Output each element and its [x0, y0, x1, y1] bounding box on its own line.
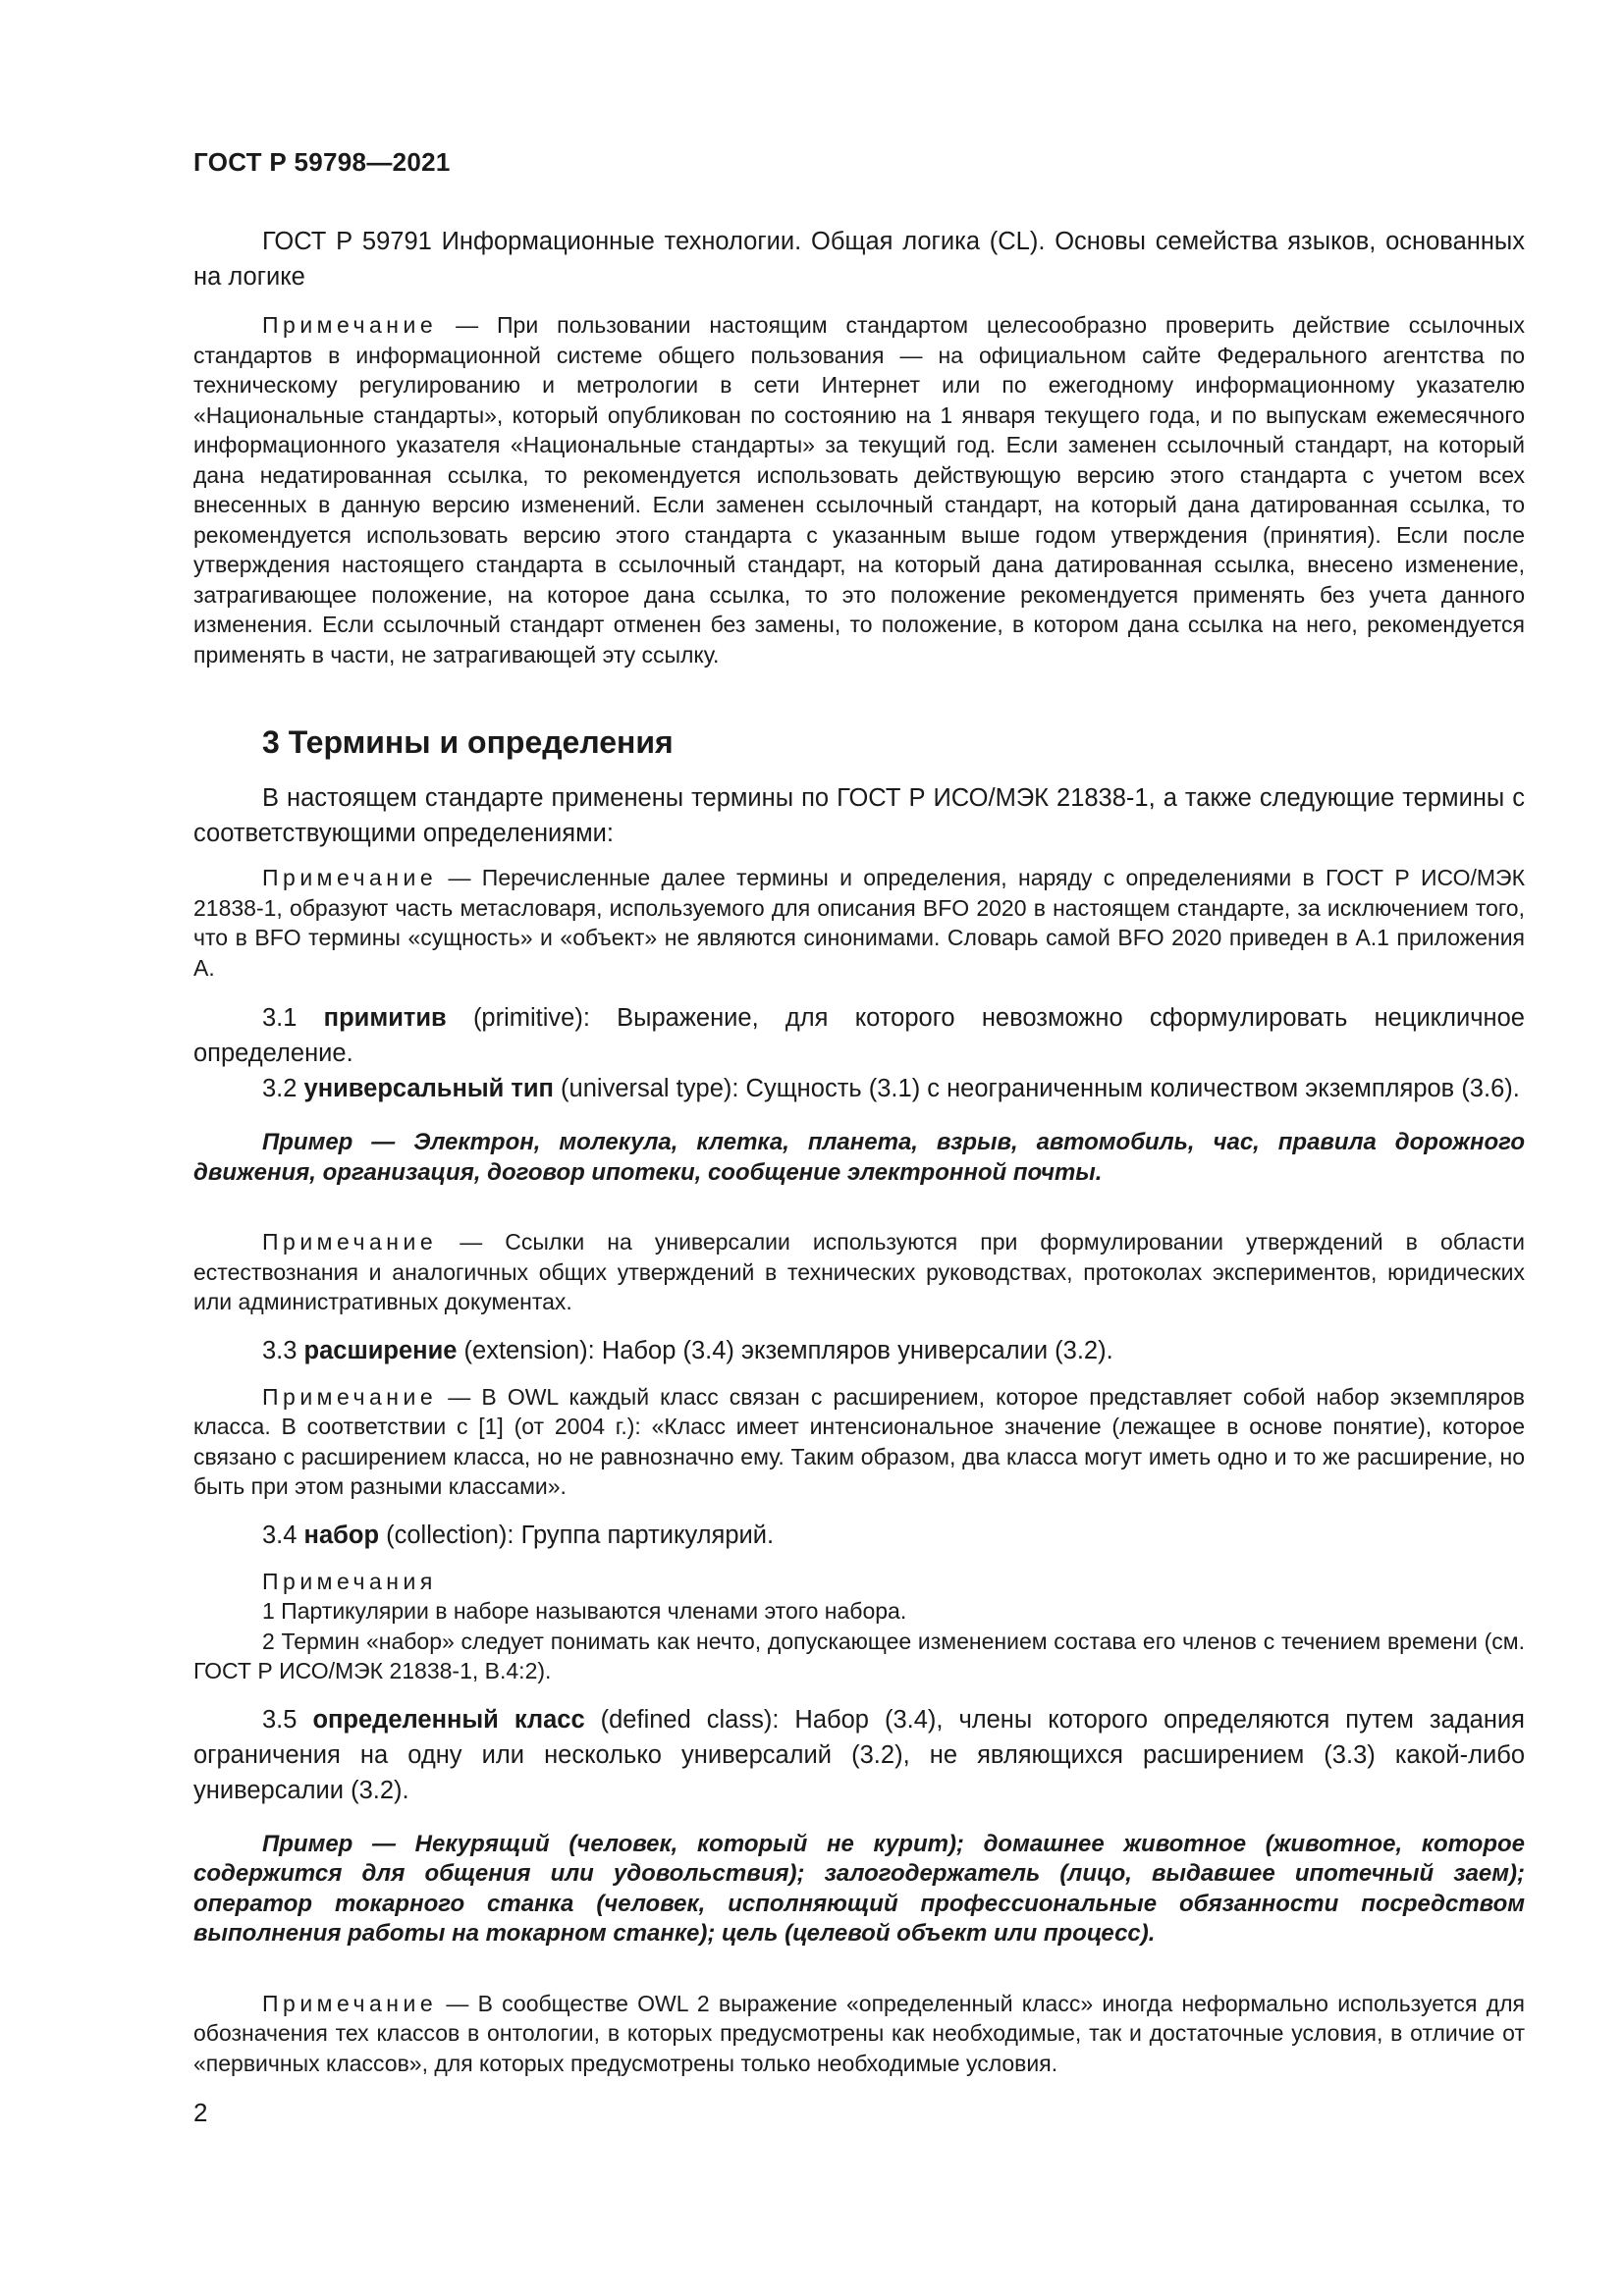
term-name: набор — [303, 1521, 380, 1549]
section-intro: В настоящем стандарте применены термины по ГОСТ Р ИСО/МЭК 21838-1, а также следующие термины с соответствующими определениями: — [193, 784, 1525, 847]
note-terms — [193, 863, 1525, 983]
page-number: 2 — [193, 2098, 208, 2127]
note-label: Примечание — [262, 1990, 438, 2016]
notes-3-4-item-2: 2 Термин «набор» следует понимать как нечто, допускающее изменением состава его членов с течением времени (см. ГОСТ Р ИСО/МЭК 21838-1, В.4:2). — [193, 1628, 1525, 1683]
page-content — [193, 224, 1525, 2078]
note-label: Примечание — [262, 312, 438, 338]
notes-3-4-label — [193, 1567, 1525, 1597]
note-text: — В OWL каждый класс связан с расширением, которое представляет собой набор экземпляров класса. В соответствии с [1] (от 2004 г.): «Класс имеет интенсиональное значение (лежащее в основе понятие), которое связано с расширением класса, но не равнозначно ему. Таким образом, два класса могут иметь одно и то же расширение, но быть при этом разными классами». — [193, 1383, 1525, 1499]
term-3-3 — [193, 1333, 1525, 1368]
term-number: 3.4 — [262, 1521, 304, 1549]
note-3-2 — [193, 1227, 1525, 1317]
term-number: 3.2 — [262, 1075, 304, 1102]
term-number: 3.1 — [262, 1004, 324, 1032]
note-label: Примечание — [262, 865, 438, 890]
term-number: 3.5 — [262, 1705, 313, 1734]
note-label: Примечание — [262, 1229, 438, 1255]
term-name: расширение — [303, 1336, 458, 1364]
term-name: определенный класс — [312, 1705, 585, 1734]
note-3-5 — [193, 1989, 1525, 2079]
note-3-3 — [193, 1382, 1525, 1502]
document-header: ГОСТ Р 59798—2021 — [193, 147, 451, 177]
term-definition: (universal type): Сущность (3.1) с неограниченным количеством экземпляров (3.6). — [553, 1075, 1520, 1102]
term-definition: (primitive): Выражение, для которого невозможно сформулировать нецикличное определение. — [193, 1004, 1525, 1067]
note-text: — Ссылки на универсалии используются при формулировании утверждений в области естествознания и аналогичных общих утверждений в технических руководствах, протоколах экспериментов, юридических или административных документах. — [193, 1229, 1525, 1314]
term-definition: (defined class): Набор (3.4), члены которого определяются путем задания ограничения на одну или несколько универсалий (3.2), не являющихся расширением (3.3) какой-либо универсалии (3.2). — [193, 1705, 1525, 1804]
term-definition: (collection): Группа партикулярий. — [379, 1521, 775, 1549]
term-3-2 — [193, 1071, 1525, 1106]
term-3-1 — [193, 1000, 1525, 1071]
note-text: — При пользовании настоящим стандартом целесообразно проверить действие ссылочных стандартов в информационной системе общего пользования — на официальном сайте Федерального агентства по техническому регулированию и метрологии в сети Интернет или по ежегодному информационному указателю «Национальные стандарты», который опубликован по состоянию на 1 января текущего года, и по выпускам ежемесячного информационного указателя «Национальные стандарты» за текущий год. Если заменен ссылочный стандарт, на который дана недатированная ссылка, то рекомендуется использовать действующую версию этого стандарта с учетом всех внесенных в данную версию изменений. Если заменен ссылочный стандарт, на который дана датированная ссылка, то рекомендуется использовать версию этого стандарта с указанным выше годом утверждения (принятия). Если после утверждения настоящего стандарта в ссылочный стандарт, на который дана датированная ссылка, внесено изменение, затрагивающее положение, на которое дана ссылка, то это положение рекомендуется применять без учета данного изменения. Если ссылочный стандарт отменен без замены, то положение, в котором дана ссылка на него, рекомендуется применять в части, не затрагивающей эту ссылку. — [193, 312, 1525, 667]
term-3-4 — [193, 1518, 1525, 1553]
term-name: универсальный тип — [303, 1075, 554, 1102]
notes-3-4-item-1: 1 Партикулярии в наборе называются членами этого набора. — [262, 1598, 907, 1624]
note-text: — В сообществе OWL 2 выражение «определенный класс» иногда неформально используется для обозначения тех классов в онтологии, в которых предусмотрены как необходимые, так и достаточные условия, в отличие от «первичных классов», для которых предусмотрены только необходимые условия. — [193, 1990, 1525, 2076]
section-title: 3 Термины и определения — [262, 724, 674, 760]
note-label: Примечание — [262, 1383, 438, 1410]
term-number: 3.3 — [262, 1336, 304, 1364]
term-definition: (extension): Набор (3.4) экземпляров универсалии (3.2). — [457, 1336, 1113, 1364]
term-3-5 — [193, 1702, 1525, 1808]
example-3-5: Пример — Некурящий (человек, который не курит); домашнее животное (животное, которое содержится для общения или удовольствия); залогодержатель (лицо, выдавшее ипотечный заем); оператор токарного станка (человек, исполняющий профессиональные обязанности посредством выполнения работы на токарном станке); цель (целевой объект или процесс). — [193, 1830, 1525, 1947]
notes-label: Примечания — [262, 1568, 437, 1594]
normative-reference-59791: ГОСТ Р 59791 Информационные технологии. Общая логика (CL). Основы семейства языков, основанных на логике — [193, 228, 1525, 291]
term-name: примитив — [323, 1004, 447, 1032]
note-normative-references — [193, 310, 1525, 669]
note-text: — Перечисленные далее термины и определения, наряду с определениями в ГОСТ Р ИСО/МЭК 21838-1, образуют часть метасловаря, используемого для описания BFO 2020 в настоящем стандарте, за исключением того, что в BFO термины «сущность» и «объект» не являются синонимами. Словарь самой BFO 2020 приведен в А.1 приложения А. — [193, 865, 1525, 981]
example-3-2: Пример — Электрон, молекула, клетка, планета, взрыв, автомобиль, час, правила дорожного движения, организация, договор ипотеки, сообщение электронной почты. — [193, 1129, 1525, 1186]
